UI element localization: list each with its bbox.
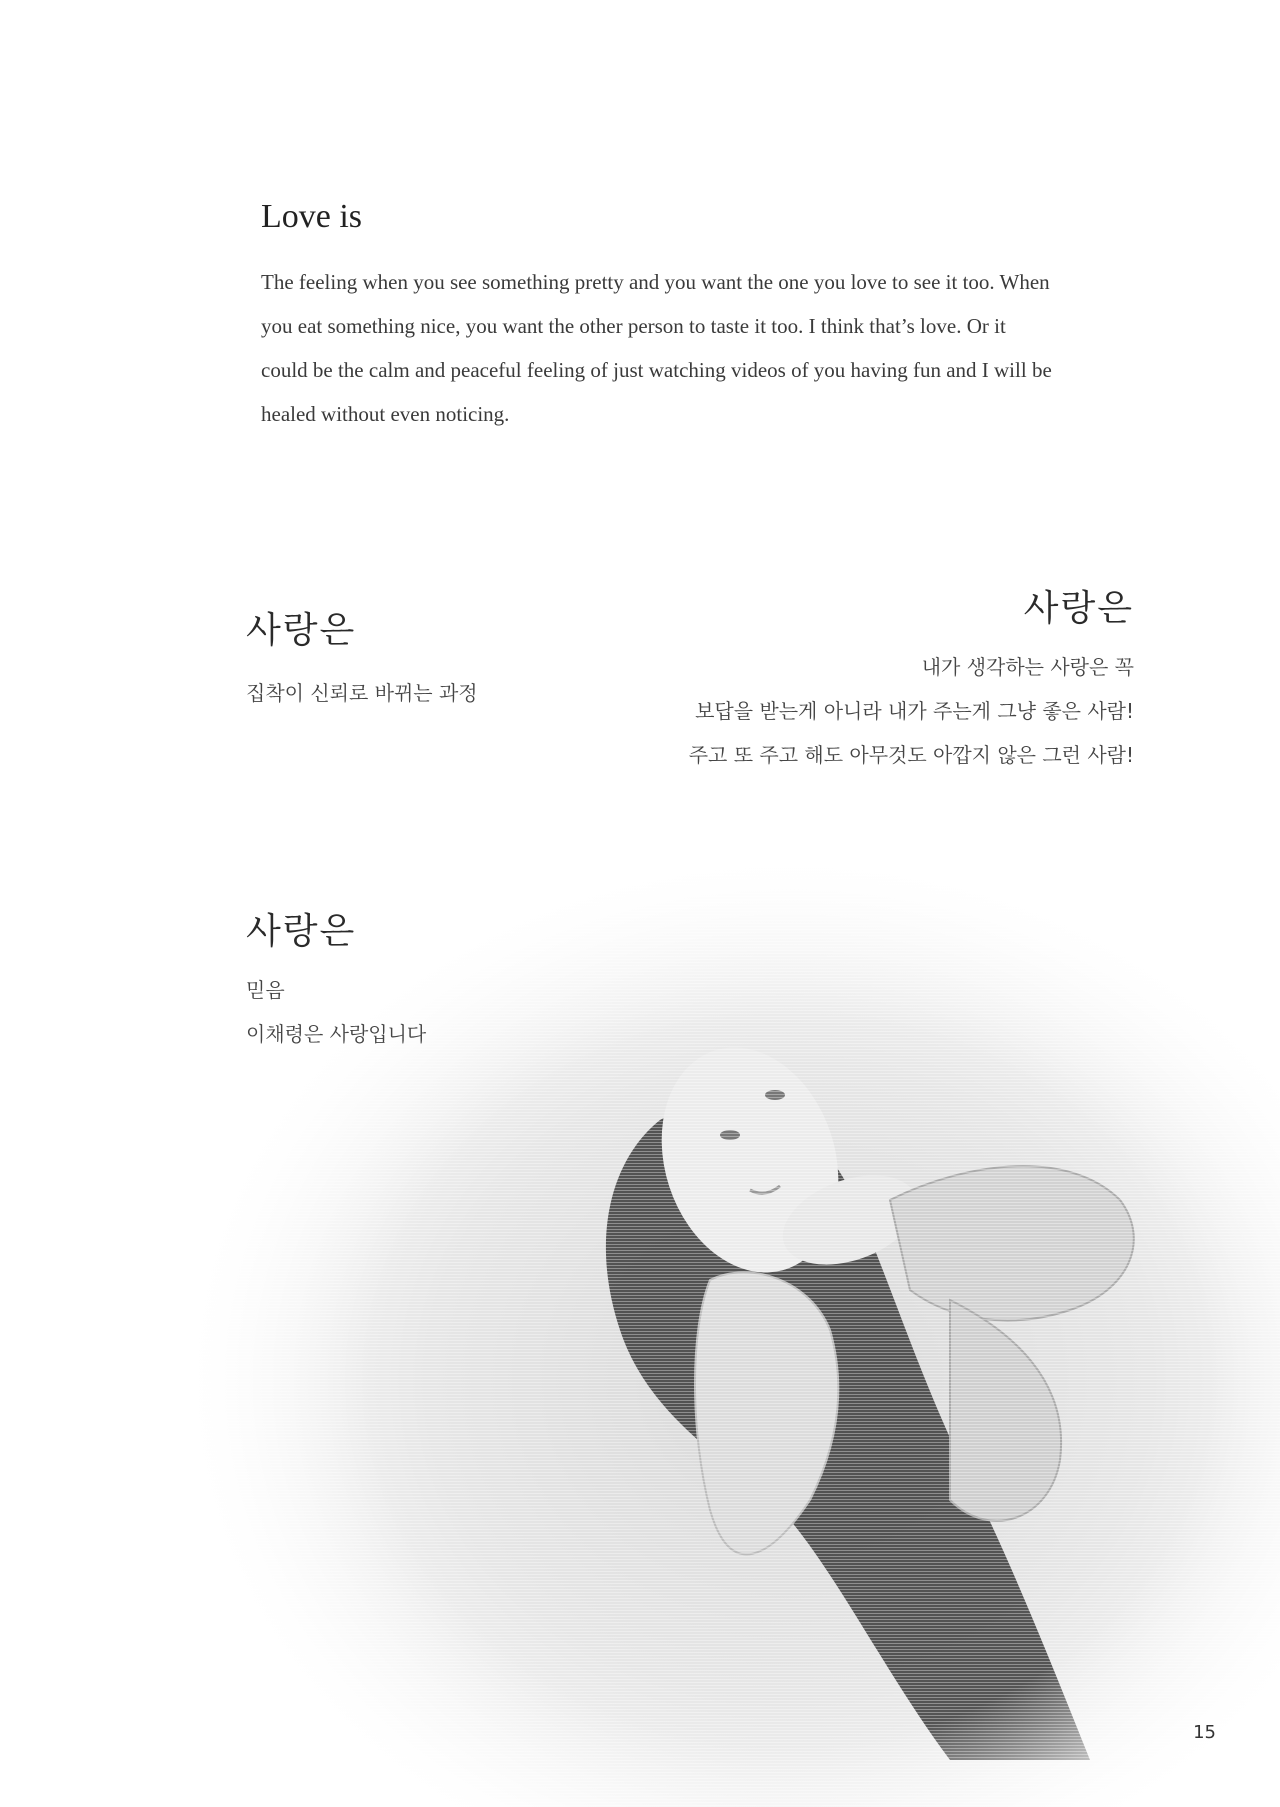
right-love-line: 주고 또 주고 해도 아무것도 아깝지 않은 그런 사람! [688, 743, 1134, 767]
love-is-section [261, 198, 1161, 436]
bottom-love-section [246, 903, 746, 1056]
page-number: 15 [1193, 1722, 1216, 1743]
love-is-title: Love is [261, 198, 363, 235]
love-is-line: could be the calm and peaceful feeling of just watching videos of you having fun and I will be [261, 358, 1052, 382]
right-love-section [534, 580, 1134, 777]
right-love-line: 내가 생각하는 사랑은 꼭 [921, 655, 1134, 679]
bottom-love-line: 믿음 [246, 978, 285, 1002]
left-love-title: 사랑은 [246, 610, 357, 651]
bottom-love-line: 이채령은 사랑입니다 [246, 1022, 427, 1046]
bottom-love-title: 사랑은 [246, 911, 357, 952]
love-is-line: healed without even noticing. [261, 402, 510, 426]
love-is-line: you eat something nice, you want the other person to taste it too. I think that’s love. Or it [261, 314, 1006, 338]
love-is-paragraph [261, 260, 1161, 436]
love-is-line: The feeling when you see something pretty and you want the one you love to see it too. When [261, 270, 1050, 294]
bottom-love-paragraph [246, 968, 746, 1056]
left-love-text: 집착이 신뢰로 바뀌는 과정 [246, 681, 478, 705]
right-love-paragraph [534, 645, 1134, 777]
right-love-line: 보답을 받는게 아니라 내가 주는게 그냥 좋은 사람! [695, 699, 1134, 723]
right-love-title: 사랑은 [1023, 588, 1134, 629]
